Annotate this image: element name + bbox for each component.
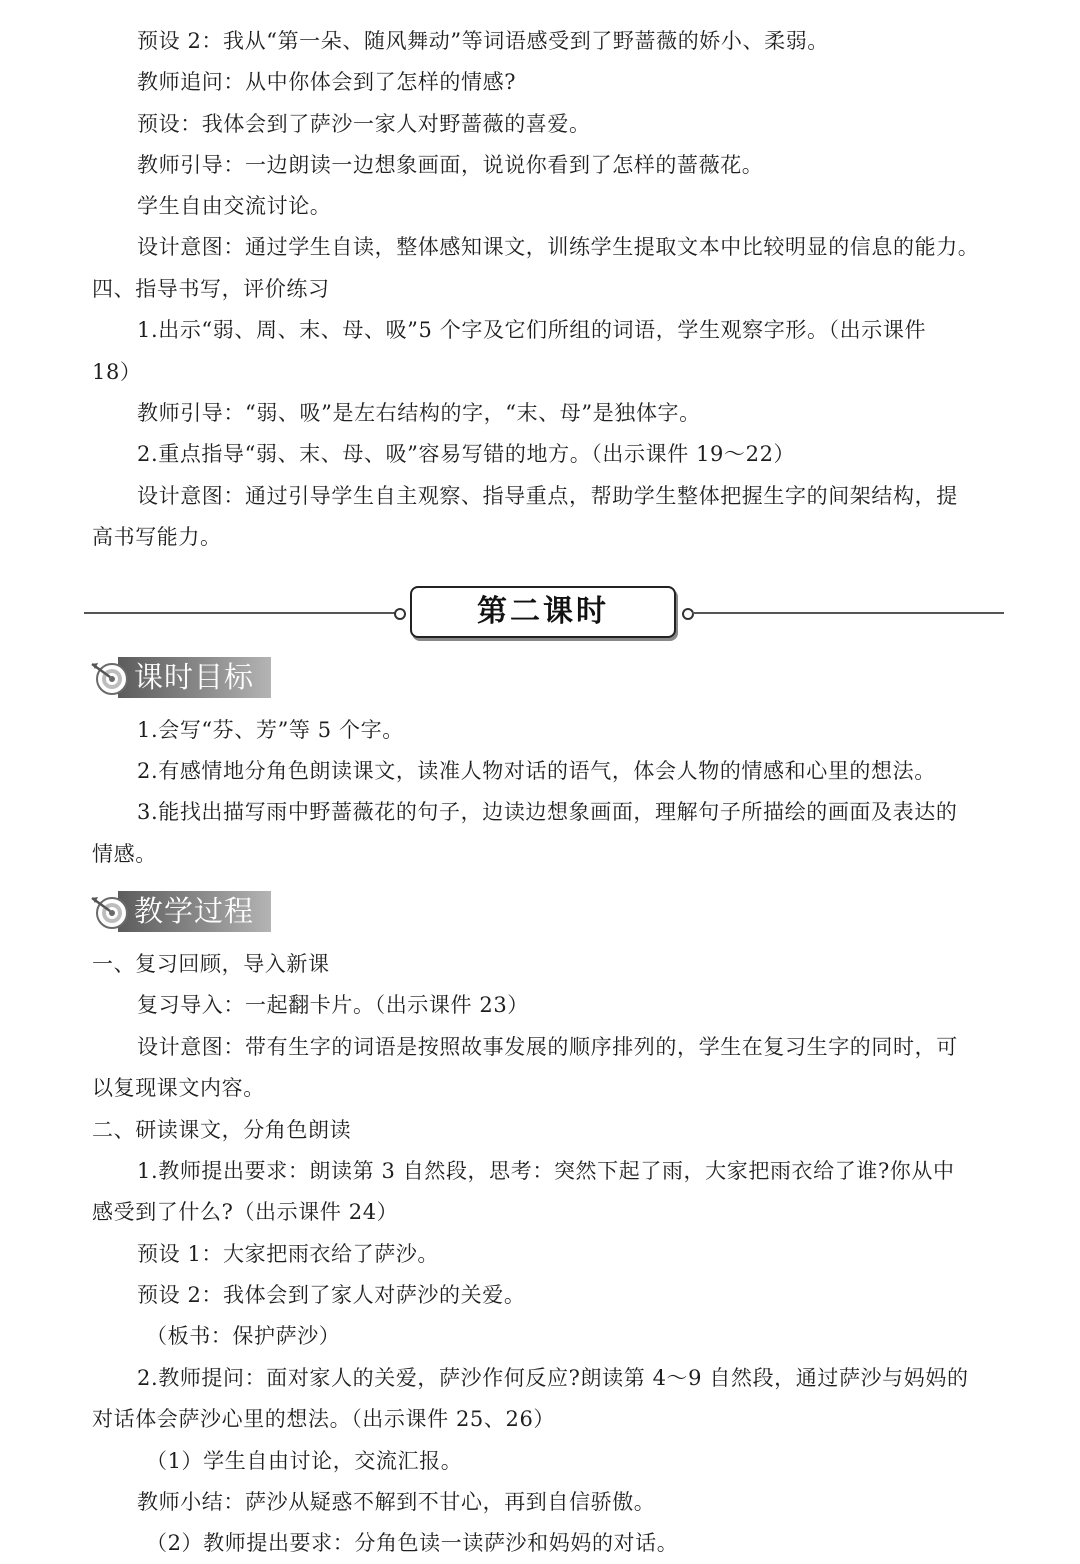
diamond-dot-icon bbox=[682, 608, 694, 620]
text-line: 1.教师提出要求：朗读第 3 自然段，思考：突然下起了雨，大家把雨衣给了谁?你从中 bbox=[137, 1159, 955, 1183]
section-heading: 二、研读课文，分角色朗读 bbox=[92, 1118, 352, 1142]
text-line: 预设 2：我从“第一朵、随风舞动”等词语感受到了野蔷薇的娇小、柔弱。 bbox=[137, 29, 829, 53]
text-line: 高书写能力。 bbox=[92, 525, 222, 549]
section-heading: 一、复习回顾，导入新课 bbox=[92, 952, 330, 976]
diamond-dot-icon bbox=[394, 608, 406, 620]
text-line: 学生自由交流讨论。 bbox=[137, 194, 332, 218]
text-line: （2）教师提出要求：分角色读一读萨沙和妈妈的对话。 bbox=[146, 1531, 679, 1555]
goals-heading: 课时目标 bbox=[134, 660, 255, 694]
lesson-divider bbox=[84, 586, 1004, 640]
text-line: 教师引导：一边朗读一边想象画面，说说你看到了怎样的蔷薇花。 bbox=[137, 153, 764, 177]
text-line: 教师小结：萨沙从疑惑不解到不甘心，再到自信骄傲。 bbox=[137, 1490, 656, 1514]
text-line: 2.重点指导“弱、末、母、吸”容易写错的地方。（出示课件 19～22） bbox=[137, 442, 796, 466]
text-line: 设计意图：带有生字的词语是按照故事发展的顺序排列的，学生在复习生字的同时，可 bbox=[137, 1035, 958, 1059]
lesson-title: 第二课时 bbox=[410, 586, 676, 638]
board-note: （板书：保护萨沙） bbox=[146, 1324, 341, 1348]
goal-item: 1.会写“芬、芳”等 5 个字。 bbox=[137, 718, 404, 742]
text-line: 预设 1：大家把雨衣给了萨沙。 bbox=[137, 1242, 440, 1266]
goals-banner bbox=[90, 657, 271, 698]
text-line: 对话体会萨沙心里的想法。（出示课件 25、26） bbox=[92, 1407, 556, 1431]
text-line: 预设：我体会到了萨沙一家人对野蔷薇的喜爱。 bbox=[137, 112, 591, 136]
goal-item: 情感。 bbox=[92, 842, 157, 866]
text-line: 复习导入：一起翻卡片。（出示课件 23） bbox=[137, 993, 529, 1017]
target-icon bbox=[90, 894, 130, 930]
text-line: 设计意图：通过引导学生自主观察、指导重点，帮助学生整体把握生字的间架结构，提 bbox=[137, 484, 958, 508]
section-heading: 四、指导书写，评价练习 bbox=[92, 277, 330, 301]
text-line: 18） bbox=[92, 360, 142, 384]
divider-rule bbox=[692, 612, 1004, 614]
text-line: 感受到了什么?（出示课件 24） bbox=[92, 1200, 399, 1224]
divider-rule bbox=[84, 612, 402, 614]
text-line: 1.出示“弱、周、末、母、吸”5 个字及它们所组的词语，学生观察字形。（出示课件 bbox=[137, 318, 927, 342]
text-line: 以复现课文内容。 bbox=[92, 1076, 265, 1100]
text-line: 设计意图：通过学生自读，整体感知课文，训练学生提取文本中比较明显的信息的能力。 bbox=[137, 235, 980, 259]
process-heading: 教学过程 bbox=[134, 894, 255, 928]
target-icon bbox=[90, 660, 130, 696]
goal-item: 2.有感情地分角色朗读课文，读准人物对话的语气，体会人物的情感和心里的想法。 bbox=[137, 759, 936, 783]
goal-item: 3.能找出描写雨中野蔷薇花的句子，边读边想象画面，理解句子所描绘的画面及表达的 bbox=[137, 800, 958, 824]
text-line: 教师引导：“弱、吸”是左右结构的字，“末、母”是独体字。 bbox=[137, 401, 701, 425]
text-line: （1）学生自由讨论，交流汇报。 bbox=[146, 1449, 463, 1473]
text-line: 2.教师提问：面对家人的关爱，萨沙作何反应?朗读第 4～9 自然段，通过萨沙与妈妈的 bbox=[137, 1366, 969, 1390]
text-line: 教师追问：从中你体会到了怎样的情感? bbox=[137, 70, 517, 94]
text-line: 预设 2：我体会到了家人对萨沙的关爱。 bbox=[137, 1283, 526, 1307]
process-banner bbox=[90, 891, 271, 932]
